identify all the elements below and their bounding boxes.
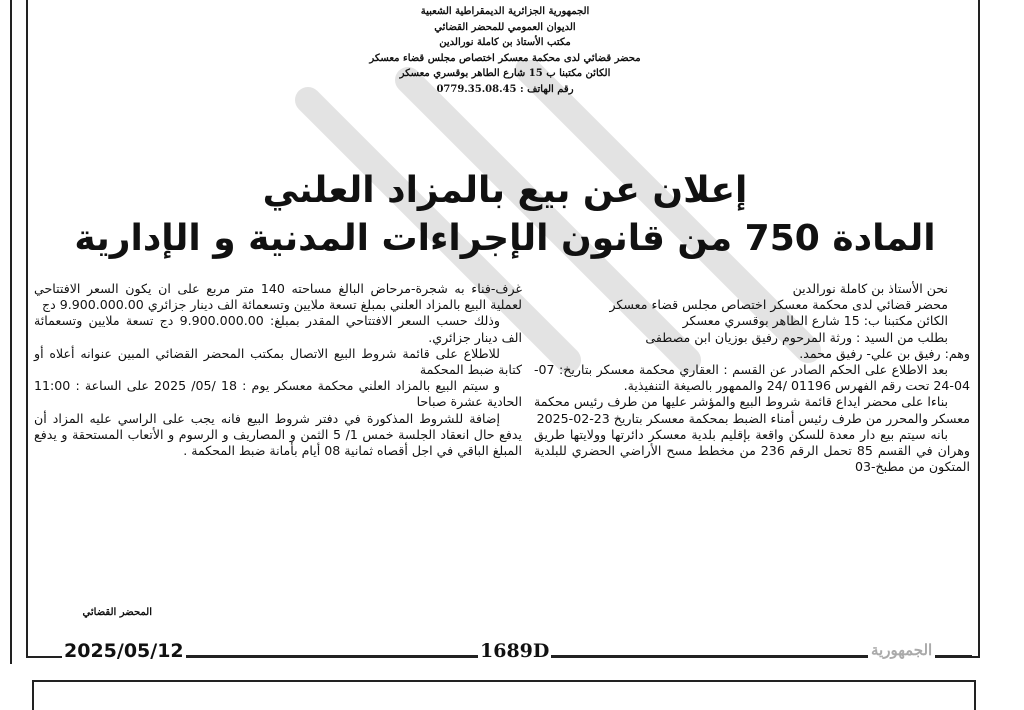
paragraph: للاطلاع على قائمة شروط البيع الاتصال بمكتب المحضر القضائي المبين عنوانه أعلاه أو كتابة ضبط المحكمة	[34, 345, 522, 378]
newspaper-footer	[32, 640, 972, 666]
notice-frame	[26, 0, 980, 658]
paragraph: إضافة للشروط المذكورة في دفتر شروط البيع فانه يجب على الراسي عليه المزاد أن يدفع حال انعقاد الجلسة خمس 1/ 5 الثمن و المصاريف و الرسوم و الأتعاب المستحقة و يدفع المبلغ الباقي في اجل أقصاه ثمانية 08 أيام بأمانة ضبط المحكمة .	[34, 410, 522, 459]
bailiff-letterhead	[28, 4, 982, 97]
left-margin-rule	[10, 0, 12, 664]
header-line-office: الديوان العمومي للمحضر القضائي	[434, 21, 576, 33]
paragraph: وذلك حسب السعر الافتتاحي المقدر بمبلغ: 9.900.000.00 دج تسعة ملايين وتسعمائة الف دينار جزائري.	[34, 313, 522, 345]
header-line-jurisdiction: محضر قضائي لدى محكمة معسكر اختصاص مجلس قضاء معسكر	[369, 52, 641, 64]
notice-subtitle: المادة 750 من قانون الإجراءات المدنية و الإدارية	[74, 218, 936, 259]
header-line-address: الكائن مكتبنا ب 15 شارع الطاهر بوقسري معسكر	[399, 68, 611, 79]
paragraph: و سيتم البيع بالمزاد العلني محكمة معسكر يوم : 18 /05/ 2025 على الساعة : 11:00 الحادية عشرة صباحا	[34, 378, 522, 410]
header-line-phone: رقم الهاتف : 0779.35.08.45	[436, 83, 574, 95]
paragraph: بانه سيتم بيع دار معدة للسكن واقعة بإقليم بلدية معسكر دائرتها وولايتها طريق وهران في القسم 85 تحمل الرقم 236 من مخطط مسح الأراضي الحضري للبلدية المتكون من مطبخ-03	[534, 426, 970, 475]
paragraph: وهم: رفيق بن علي- رفيق محمد.	[799, 345, 970, 361]
newspaper-logo: الجمهورية	[868, 641, 935, 659]
paragraph: الكائن مكتبنا ب: 15 شارع الطاهر بوقسري معسكر	[682, 313, 948, 329]
header-line-republic: الجمهورية الجزائرية الديمقراطية الشعبية	[420, 6, 590, 17]
paragraph: بطلب من السيد : ورثة المرحوم رفيق بوزيان ابن مصطفى	[645, 329, 948, 345]
paragraph: نحن الأستاذ بن كاملة نورالدين	[792, 281, 948, 296]
paragraph: غرف-فناء به شجرة-مرحاض البالغ مساحته 140 متر مربع على ان يكون السعر الافتتاحي لعملية البيع بالمزاد العلني بمبلغ تسعة ملايين وتسعمائة الف دينار جزائري 9.900.000.00 دج	[34, 281, 522, 313]
next-notice-frame	[32, 680, 976, 710]
header-line-bailiff-name: مكتب الأستاذ بن كاملة نورالدين	[439, 37, 571, 48]
notice-title: إعلان عن بيع بالمزاد العلني	[262, 170, 748, 211]
signature-label: المحضر القضائي	[82, 607, 152, 618]
paragraph: بعد الاطلاع على الحكم الصادر عن القسم : العقاري محكمة معسكر بتاريخ: 07-04-24 تحت رقم الفهرس 01196 /24 والممهور بالصيغة التنفيذية.	[534, 362, 970, 394]
footer-ad-number: 1689D	[480, 640, 550, 662]
footer-date: 2025/05/12	[64, 640, 184, 662]
paragraph: بناءا على محضر ايداع قائمة شروط البيع والمؤشر عليها من طرف رئيس محكمة معسكر والمحرر من طرف رئيس أمناء الضبط بمحكمة معسكر بتاريخ 23-02-2025	[534, 394, 970, 426]
body-left-column	[34, 281, 522, 459]
paragraph: محضر قضائي لدى محكمة معسكر اختصاص مجلس قضاء معسكر	[609, 297, 948, 313]
body-right-column	[534, 281, 970, 475]
